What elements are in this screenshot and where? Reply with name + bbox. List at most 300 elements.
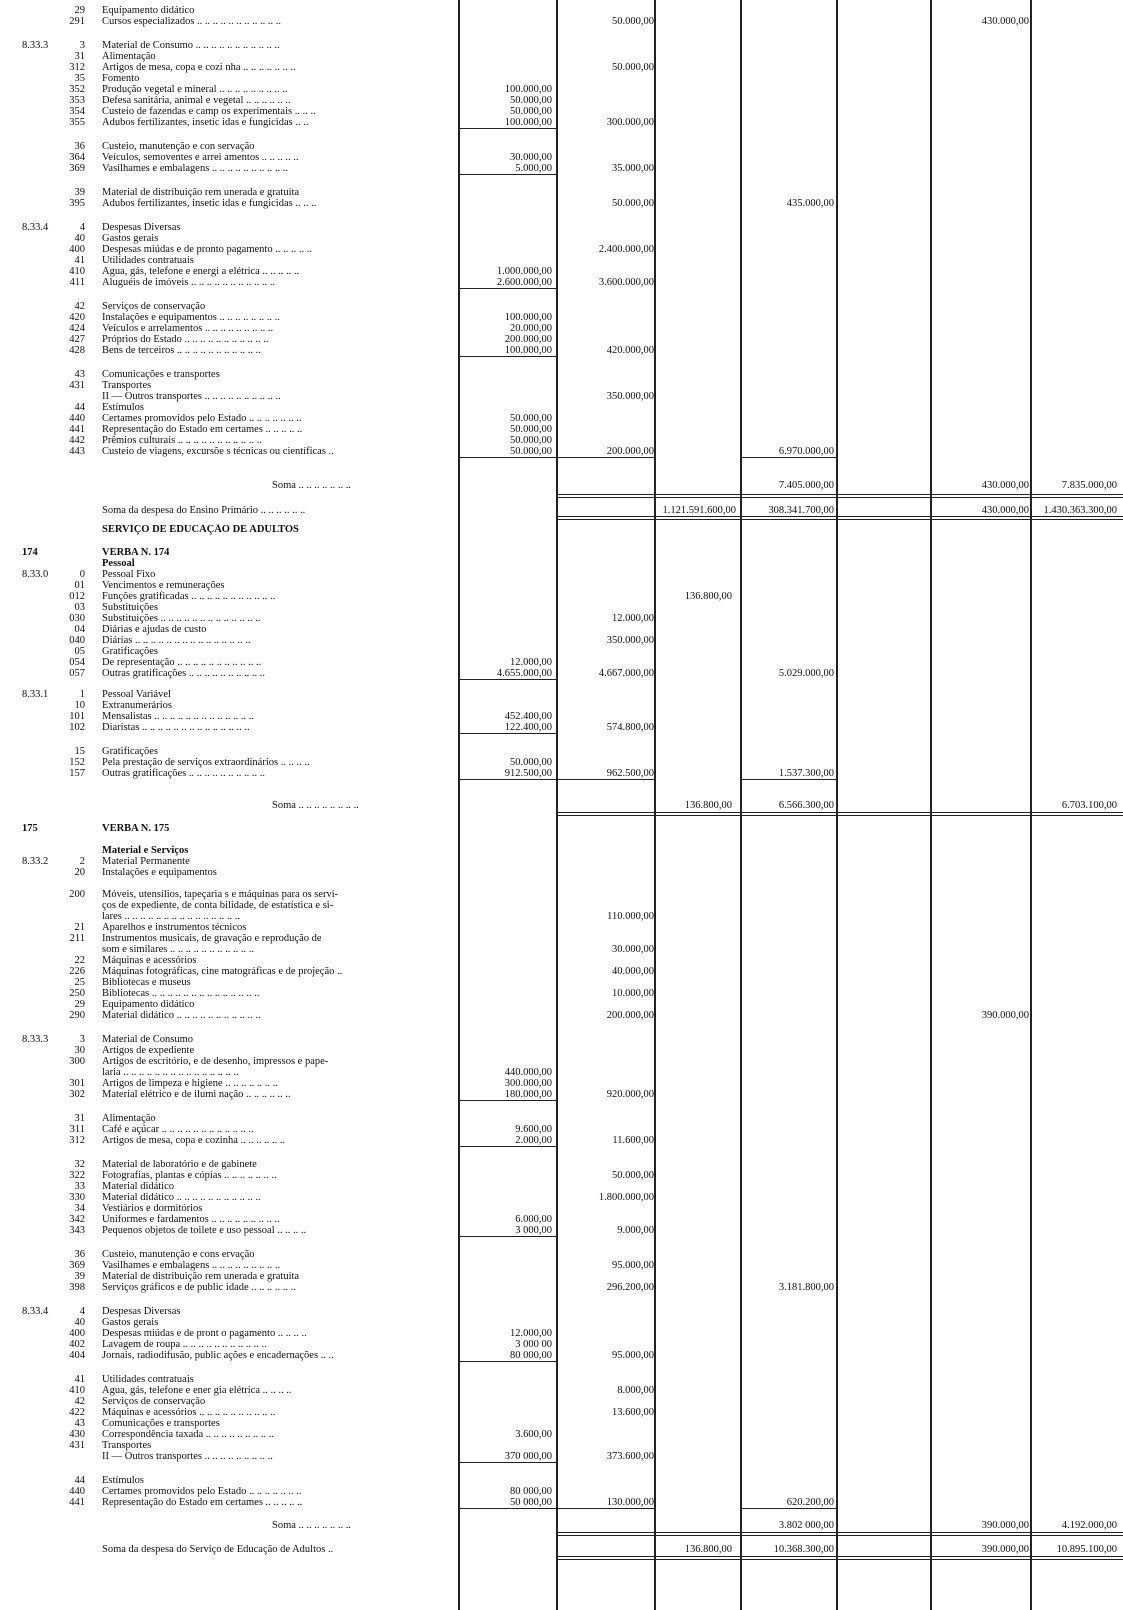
rule	[556, 1508, 654, 1509]
table-row	[0, 624, 1123, 635]
item-description: ços de expediente, de conta bilidade, de estatística e si-	[102, 900, 334, 911]
table-row	[0, 1010, 1123, 1021]
amount-subtotal: 200.000,00	[606, 1010, 654, 1021]
item-description: Artigos de escritório, e de desenho, impressos e pape-	[102, 1056, 329, 1067]
table-row	[0, 95, 1123, 106]
table-row	[0, 657, 1123, 668]
amount-subtotal: 4.667.000,00	[598, 668, 654, 679]
amount-special: 390.000,00	[981, 1520, 1029, 1531]
amount-group-total: 6.566.300,00	[778, 800, 834, 811]
table-row	[0, 1056, 1123, 1067]
table-row	[0, 187, 1123, 198]
item-description: Material Permanente	[102, 856, 190, 867]
account-code: 300	[69, 1056, 85, 1067]
item-description: Pela prestação de serviços extraordinários .. .. .. ..	[102, 757, 310, 768]
item-description: Adubos fertilizantes, insetic idas e fungicidas .. ..	[102, 117, 309, 128]
table-row	[0, 1306, 1123, 1317]
account-code: 431	[69, 380, 85, 391]
item-description: Artigos de limpeza e higiene .. .. .. .. .. .. ..	[102, 1078, 278, 1089]
table-row	[0, 1520, 1123, 1531]
item-description: Próprios do Estado .. .. .. .. .. .. .. .. .. .. ..	[102, 334, 269, 345]
item-description: Máquinas fotográficas, cine matográficas e de projeção ..	[102, 966, 343, 977]
amount-subtotal: 1.800.000,00	[598, 1192, 654, 1203]
amount-detail: 2.000,00	[515, 1135, 552, 1146]
table-row	[0, 558, 1123, 569]
table-row	[0, 16, 1123, 27]
table-row	[0, 955, 1123, 966]
item-description: Despesas miúdas e de pront o pagamento .. .. .. ..	[102, 1328, 307, 1339]
account-code: 400	[69, 244, 85, 255]
account-code: 398	[69, 1282, 85, 1293]
item-description: Bibliotecas e museus	[102, 977, 191, 988]
account-code: 42	[74, 1396, 85, 1407]
table-row	[0, 569, 1123, 580]
account-code: 226	[69, 966, 85, 977]
item-description: VERBA N. 175	[102, 823, 170, 834]
account-code: 441	[69, 424, 85, 435]
table-row	[0, 1181, 1123, 1192]
amount-subtotal: 50.000,00	[612, 16, 654, 27]
table-row	[0, 856, 1123, 867]
item-description: Custeio, manutenção e cons ervação	[102, 1249, 255, 1260]
rule	[458, 1462, 556, 1463]
account-code: 152	[69, 757, 85, 768]
table-row	[0, 646, 1123, 657]
amount-detail: 80 000,00	[510, 1486, 552, 1497]
item-description: Correspondência taxada .. .. .. .. .. .. .. .. ..	[102, 1429, 275, 1440]
account-code: 102	[69, 722, 85, 733]
table-row	[0, 1339, 1123, 1350]
table-row	[0, 1429, 1123, 1440]
account-code: 343	[69, 1225, 85, 1236]
amount-subtotal: 40.000,00	[612, 966, 654, 977]
account-code: 35	[74, 73, 85, 84]
amount-detail: 3 000,00	[515, 1225, 552, 1236]
account-code: 34	[74, 1203, 85, 1214]
item-description: Material de Consumo .. .. .. .. .. .. .. .. .. .. ..	[102, 40, 280, 51]
table-row	[0, 1282, 1123, 1293]
section-number: 8.33.4	[22, 222, 49, 233]
account-code: 0	[79, 569, 85, 580]
account-code: 424	[69, 323, 85, 334]
account-code: 101	[69, 711, 85, 722]
table-row	[0, 1192, 1123, 1203]
account-code: 33	[74, 1181, 85, 1192]
table-row	[0, 369, 1123, 380]
item-description: Mensalistas .. .. .. .. .. .. .. .. .. .. .. .. ..	[102, 711, 254, 722]
table-row	[0, 1317, 1123, 1328]
amount-subtotal: 373.600,00	[606, 1451, 654, 1462]
item-description: Representação do Estado em certames .. .. .. .. ..	[102, 424, 303, 435]
section-number: 8.33.0	[22, 569, 49, 580]
item-description: Diárias .. .. .. .. .. .. .. .. .. .. .. .. .. .. ..	[102, 635, 251, 646]
amount-detail: 912.500,00	[504, 768, 552, 779]
item-description: Veículos e arrelamentos .. .. .. .. .. .. .. .. ..	[102, 323, 274, 334]
item-description: lares .. .. .. .. .. .. .. .. .. .. .. .. .. .. ..	[102, 911, 240, 922]
amount-subtotal: 920.000,00	[606, 1089, 654, 1100]
account-code: 36	[74, 141, 85, 152]
account-code: 40	[74, 233, 85, 244]
table-row	[0, 1451, 1123, 1462]
amount-group-total: 620.200,00	[786, 1497, 834, 1508]
account-code: 31	[74, 51, 85, 62]
table-row	[0, 1203, 1123, 1214]
item-description: Fomento	[102, 73, 140, 84]
table-row	[0, 911, 1123, 922]
amount-grand-total: 4.192.000,00	[1061, 1520, 1117, 1531]
item-description: Representação do Estado em certames .. .. .. .. ..	[102, 1497, 303, 1508]
item-description: Aparelhos e instrumentos técnicos	[102, 922, 247, 933]
table-row	[0, 1271, 1123, 1282]
table-row	[0, 1124, 1123, 1135]
double-rule	[556, 1556, 1123, 1560]
account-code: 410	[69, 1385, 85, 1396]
item-description: Outras gratificações .. .. .. .. .. .. .. .. .. ..	[102, 668, 266, 679]
item-description: Vasilhames e embalagens .. .. .. .. .. .. .. .. ..	[102, 1260, 281, 1271]
section-number: 8.33.1	[22, 689, 49, 700]
amount-subtotal: 200.000,00	[606, 446, 654, 457]
table-row	[0, 312, 1123, 323]
table-row	[0, 413, 1123, 424]
amount-group-total: 3.181.800,00	[778, 1282, 834, 1293]
table-row	[0, 988, 1123, 999]
table-row	[0, 1135, 1123, 1146]
item-description: Outras gratificações .. .. .. .. .. .. .. .. .. ..	[102, 768, 266, 779]
item-description: Estímulos	[102, 1475, 145, 1486]
amount-detail: 100.000,00	[504, 312, 552, 323]
account-code: 312	[69, 62, 85, 73]
item-description: Transportes	[102, 380, 152, 391]
amount-detail: 30.000,00	[510, 152, 552, 163]
account-code: 441	[69, 1497, 85, 1508]
item-description: Material de Consumo	[102, 1034, 193, 1045]
item-description: VERBA N. 174	[102, 547, 170, 558]
table-row	[0, 1159, 1123, 1170]
item-description: Utilidades contratuais	[102, 1374, 194, 1385]
item-description: Certames promovidos pelo Estado .. .. .. .. .. .. ..	[102, 413, 302, 424]
account-code: 428	[69, 345, 85, 356]
account-code: 200	[69, 889, 85, 900]
amount-detail: 180.000,00	[504, 1089, 552, 1100]
table-row	[0, 163, 1123, 174]
item-description: Equipamento didático	[102, 5, 195, 16]
account-code: 342	[69, 1214, 85, 1225]
amount-subtotal: 35.000,00	[612, 163, 654, 174]
table-row	[0, 117, 1123, 128]
amount-subtotal: 574.800,00	[606, 722, 654, 733]
amount-detail: 50.000,00	[510, 413, 552, 424]
table-row	[0, 198, 1123, 209]
table-row	[0, 1225, 1123, 1236]
account-code: 404	[69, 1350, 85, 1361]
rule	[740, 779, 836, 780]
item-description: Pequenos objetos de toilete e uso pessoal .. .. .. ..	[102, 1225, 307, 1236]
table-row	[0, 51, 1123, 62]
amount-special: 430.000,00	[981, 16, 1029, 27]
account-code: 400	[69, 1328, 85, 1339]
account-code: 42	[74, 301, 85, 312]
table-row	[0, 1350, 1123, 1361]
amount-detail: 20.000,00	[510, 323, 552, 334]
table-row	[0, 768, 1123, 779]
amount-special: 430.000,00	[981, 505, 1029, 516]
amount-subtotal: 50.000,00	[612, 198, 654, 209]
table-row	[0, 823, 1123, 834]
table-row	[0, 255, 1123, 266]
amount-detail: 50.000,00	[510, 757, 552, 768]
item-description: Transportes	[102, 1440, 152, 1451]
account-code: 395	[69, 198, 85, 209]
account-code: 10	[74, 700, 85, 711]
item-description: Bibliotecas .. .. .. .. .. .. .. .. .. .. .. .. .. ..	[102, 988, 260, 999]
rule	[458, 1100, 556, 1101]
item-description: Gratificações	[102, 746, 158, 757]
table-row	[0, 1067, 1123, 1078]
section-number: 174	[22, 547, 38, 558]
item-description: Lavagem de roupa .. .. .. .. .. .. .. .. .. .. ..	[102, 1339, 267, 1350]
table-row	[0, 999, 1123, 1010]
item-description: Utilidades contratuais	[102, 255, 194, 266]
rule	[458, 733, 556, 734]
amount-detail: 122.400,00	[504, 722, 552, 733]
item-description: SERVIÇO DE EDUCAÇÃO DE ADULTOS	[102, 524, 299, 535]
amount-detail: 80 000,00	[510, 1350, 552, 1361]
account-code: 29	[74, 5, 85, 16]
account-code: 312	[69, 1135, 85, 1146]
table-row	[0, 1385, 1123, 1396]
double-rule	[556, 494, 1123, 498]
rule	[458, 1361, 556, 1362]
table-row	[0, 1260, 1123, 1271]
item-description: Substituições .. .. .. .. .. .. .. .. .. .. .. .. ..	[102, 613, 261, 624]
item-description: Pessoal Variável	[102, 689, 171, 700]
account-code: 04	[74, 624, 85, 635]
account-code: 05	[74, 646, 85, 657]
amount-detail: 50.000,00	[510, 435, 552, 446]
table-row	[0, 106, 1123, 117]
table-row	[0, 1475, 1123, 1486]
item-description: II — Outros transportes .. .. .. .. .. .. .. .. ..	[102, 1451, 273, 1462]
table-row	[0, 277, 1123, 288]
account-code: 427	[69, 334, 85, 345]
rule	[458, 1146, 556, 1147]
account-code: 290	[69, 1010, 85, 1021]
amount-subtotal: 50.000,00	[612, 62, 654, 73]
item-description: Adubos fertilizantes, insetic idas e fungicidas .. .. ..	[102, 198, 317, 209]
amount-detail: 3 000 00	[515, 1339, 552, 1350]
amount-personnel: 136.800,00	[684, 1544, 732, 1555]
table-row	[0, 613, 1123, 624]
table-row	[0, 1497, 1123, 1508]
table-row	[0, 233, 1123, 244]
account-code: 250	[69, 988, 85, 999]
account-code: 41	[74, 1374, 85, 1385]
item-description: Material de laboratório e de gabinete	[102, 1159, 257, 1170]
item-description: Alimentação	[102, 1113, 156, 1124]
table-row	[0, 141, 1123, 152]
item-description: Vencimentos e remunerações	[102, 580, 225, 591]
item-description: Produção vegetal e mineral .. .. .. .. .. .. .. .. ..	[102, 84, 288, 95]
table-row	[0, 602, 1123, 613]
item-description: Material elétrico e de ilumi nação .. .. .. .. .. ..	[102, 1089, 291, 1100]
item-description: Máquinas e acessórios .. .. .. .. .. .. .. .. .. ..	[102, 1407, 276, 1418]
item-description: Móveis, utensílios, tapeçaria s e máquinas para os servi-	[102, 889, 339, 900]
account-code: 211	[69, 933, 85, 944]
item-description: Vestiários e dormitórios	[102, 1203, 203, 1214]
item-description: Material de distribuição rem unerada e gratuita	[102, 187, 300, 198]
amount-detail: 50.000,00	[510, 95, 552, 106]
item-description: Artigos de mesa, copa e cozinha .. .. .. .. .. ..	[102, 1135, 286, 1146]
amount-detail: 200.000,00	[504, 334, 552, 345]
amount-subtotal: 300.000,00	[606, 117, 654, 128]
table-row	[0, 635, 1123, 646]
item-description: Estímulos	[102, 402, 145, 413]
rule	[458, 288, 556, 289]
amount-detail: 440.000,00	[504, 1067, 552, 1078]
table-row	[0, 746, 1123, 757]
amount-detail: 12.000,00	[510, 657, 552, 668]
account-code: 311	[69, 1124, 85, 1135]
account-code: 41	[74, 255, 85, 266]
account-code: 3	[79, 40, 85, 51]
table-row	[0, 1328, 1123, 1339]
item-description: laria .. .. .. .. .. .. .. .. .. .. .. .. .. .. ..	[102, 1067, 239, 1078]
amount-detail: 9.600,00	[515, 1124, 552, 1135]
amount-group-total: 1.537.300,00	[778, 768, 834, 779]
table-row	[0, 722, 1123, 733]
table-row	[0, 345, 1123, 356]
account-code: 302	[69, 1089, 85, 1100]
table-row	[0, 977, 1123, 988]
table-row	[0, 152, 1123, 163]
account-code: 39	[74, 1271, 85, 1282]
account-code: 44	[74, 402, 85, 413]
table-row	[0, 1078, 1123, 1089]
section-number: 8.33.3	[22, 40, 49, 51]
rule	[458, 457, 556, 458]
account-code: 4	[79, 222, 85, 233]
table-row	[0, 1113, 1123, 1124]
amount-subtotal: 13.600,00	[612, 1407, 654, 1418]
amount-special: 390.000,00	[981, 1010, 1029, 1021]
item-description: Alimentação	[102, 51, 156, 62]
table-row	[0, 711, 1123, 722]
table-row	[0, 62, 1123, 73]
amount-detail: 2.600.000,00	[496, 277, 552, 288]
item-description: Material didático .. .. .. .. .. .. .. .. .. .. ..	[102, 1010, 261, 1021]
amount-group-total: 6.970.000,00	[778, 446, 834, 457]
table-row	[0, 1418, 1123, 1429]
amount-subtotal: 296.200,00	[606, 1282, 654, 1293]
amount-subtotal: 2.400.000,00	[598, 244, 654, 255]
account-code: 443	[69, 446, 85, 457]
table-row	[0, 591, 1123, 602]
amount-personnel: 136.800,00	[684, 591, 732, 602]
table-row	[0, 668, 1123, 679]
item-description: Material didático .. .. .. .. .. .. .. .. .. .. ..	[102, 1192, 261, 1203]
amount-detail: 100.000,00	[504, 84, 552, 95]
account-code: 22	[74, 955, 85, 966]
rule	[740, 1508, 836, 1509]
rule	[458, 356, 556, 357]
item-description: Soma .. .. .. .. .. .. ..	[272, 1520, 352, 1531]
table-row	[0, 845, 1123, 856]
table-row	[0, 580, 1123, 591]
account-code: 25	[74, 977, 85, 988]
table-row	[0, 323, 1123, 334]
table-row	[0, 380, 1123, 391]
table-row	[0, 244, 1123, 255]
amount-special: 430.000,00	[981, 480, 1029, 491]
item-description: Instalações e equipamentos .. .. .. .. .. .. .. ..	[102, 312, 280, 323]
table-row	[0, 524, 1123, 535]
item-description: Serviços de conservação	[102, 1396, 206, 1407]
amount-subtotal: 11.600,00	[612, 1135, 654, 1146]
amount-grand-total: 1.430.363.300,00	[1043, 505, 1117, 516]
amount-detail: 100.000,00	[504, 117, 552, 128]
table-row	[0, 222, 1123, 233]
amount-detail: 6.000,00	[515, 1214, 552, 1225]
amount-subtotal: 30.000,00	[612, 944, 654, 955]
item-description: Água, gás, telefone e energi a elétrica .. .. .. .. ..	[102, 266, 300, 277]
item-description: Artigos de expediente	[102, 1045, 195, 1056]
account-code: 364	[69, 152, 85, 163]
table-row	[0, 1089, 1123, 1100]
table-row	[0, 889, 1123, 900]
amount-subtotal: 12.000,00	[612, 613, 654, 624]
rule	[556, 457, 654, 458]
item-description: Material e Serviços	[102, 845, 189, 856]
amount-detail: 100.000,00	[504, 345, 552, 356]
account-code: 402	[69, 1339, 85, 1350]
item-description: Artigos de mesa, copa e cozi nha .. .. .. .. .. .. ..	[102, 62, 296, 73]
amount-detail: 4.655.000,00	[496, 668, 552, 679]
amount-group-total: 5.029.000,00	[778, 668, 834, 679]
item-description: Soma da despesa do Ensino Primário .. .. .. .. .. ..	[102, 505, 306, 516]
amount-subtotal: 350.000,00	[606, 391, 654, 402]
table-row	[0, 1544, 1123, 1555]
account-code: 30	[74, 1045, 85, 1056]
amount-grand-total: 7.835.000,00	[1061, 480, 1117, 491]
amount-detail: 300.000,00	[504, 1078, 552, 1089]
account-code: 330	[69, 1192, 85, 1203]
section-number: 8.33.2	[22, 856, 49, 867]
account-code: 44	[74, 1475, 85, 1486]
table-row	[0, 800, 1123, 811]
account-code: 39	[74, 187, 85, 198]
account-code: 20	[74, 867, 85, 878]
item-description: Soma .. .. .. .. .. .. .. ..	[272, 800, 359, 811]
item-description: Bens de terceiros .. .. .. .. .. .. .. .. .. .. ..	[102, 345, 261, 356]
amount-subtotal: 9.000,00	[617, 1225, 654, 1236]
item-description: Despesas Diversas	[102, 1306, 181, 1317]
account-code: 3	[79, 1034, 85, 1045]
rule	[458, 679, 556, 680]
account-code: 2	[79, 856, 85, 867]
account-code: 36	[74, 1249, 85, 1260]
amount-personnel: 308.341.700,00	[768, 505, 834, 516]
account-code: 422	[69, 1407, 85, 1418]
amount-group-total: 10.368.300,00	[773, 1544, 834, 1555]
item-description: Custeio de fazendas e camp os experimentais .. .. ..	[102, 106, 316, 117]
table-row	[0, 1045, 1123, 1056]
rule	[458, 174, 556, 175]
account-code: 31	[74, 1113, 85, 1124]
table-row	[0, 5, 1123, 16]
account-code: 030	[69, 613, 85, 624]
item-description: Veículos, semoventes e arrei amentos .. .. .. .. ..	[102, 152, 299, 163]
table-row	[0, 1486, 1123, 1497]
